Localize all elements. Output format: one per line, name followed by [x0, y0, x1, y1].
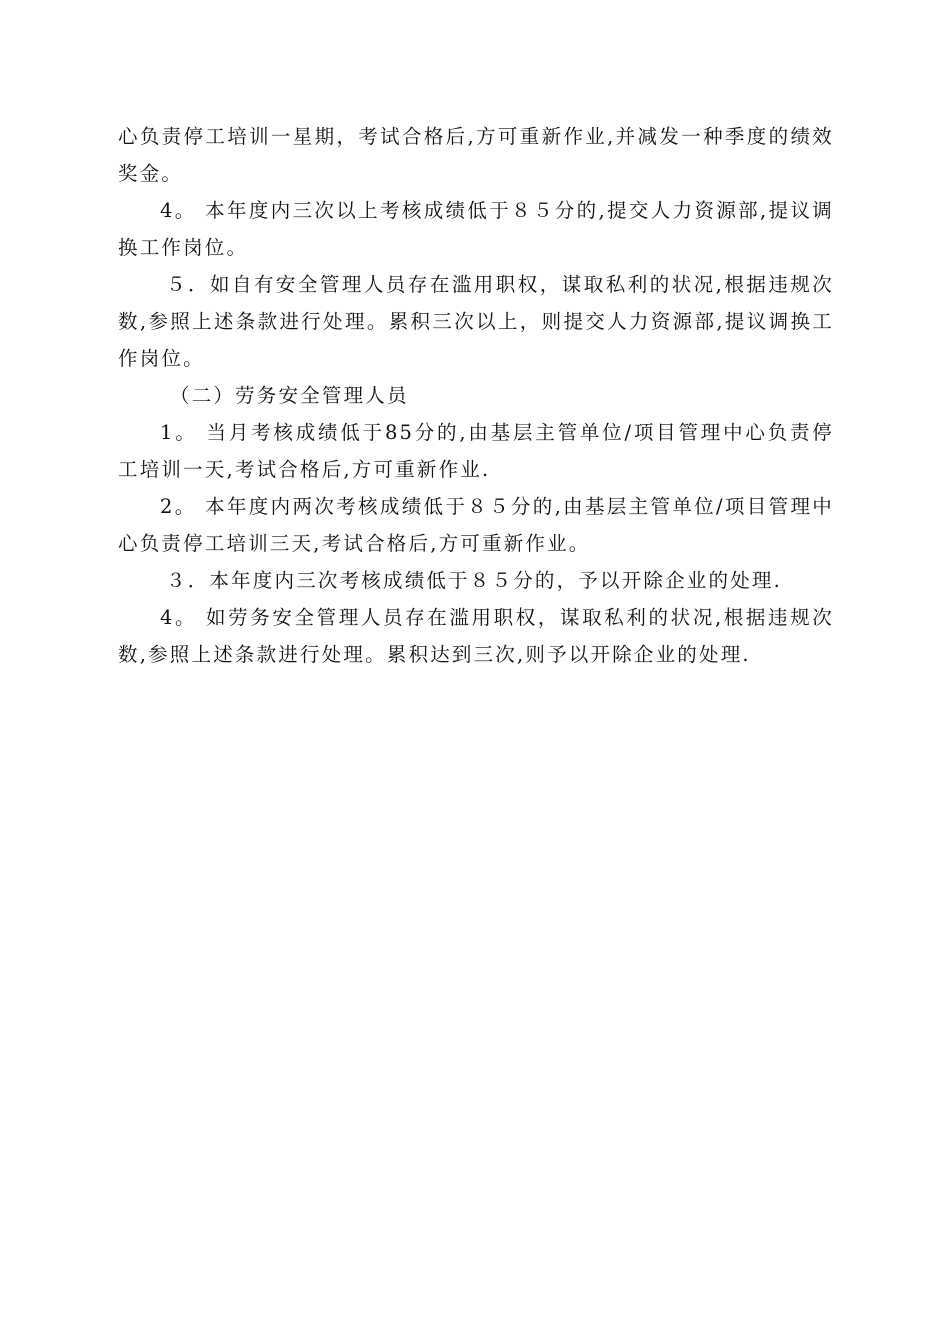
paragraph-continuation: 心负责停工培训一星期，考试合格后,方可重新作业,并减发一种季度的绩效奖金。 — [118, 125, 834, 185]
paragraph-item-2: 2。 本年度内两次考核成绩低于８５分的,由基层主管单位/项目管理中心负责停工培训三天,考试合格后,方可重新作业。 — [118, 495, 834, 555]
paragraph-item-5: ５．如自有安全管理人员存在滥用职权，谋取私利的状况,根据违规次数,参照上述条款进行处理。累积三次以上，则提交人力资源部,提议调换工作岗位。 — [118, 273, 834, 370]
paragraph-item-1: 1。 当月考核成绩低于85分的,由基层主管单位/项目管理中心负责停工培训一天,考试合格后,方可重新作业. — [118, 421, 834, 481]
paragraph-item-4b: 4。 如劳务安全管理人员存在滥用职权，谋取私利的状况,根据违规次数,参照上述条款进行处理。累积达到三次,则予以开除企业的处理. — [118, 606, 834, 666]
paragraph-item-3: ３．本年度内三次考核成绩低于８５分的，予以开除企业的处理. — [166, 569, 782, 592]
document-body — [118, 118, 834, 673]
section-heading: （二）劳务安全管理人员 — [170, 384, 409, 407]
paragraph-item-4: 4。 本年度内三次以上考核成绩低于８５分的,提交人力资源部,提议调换工作岗位。 — [118, 199, 834, 259]
